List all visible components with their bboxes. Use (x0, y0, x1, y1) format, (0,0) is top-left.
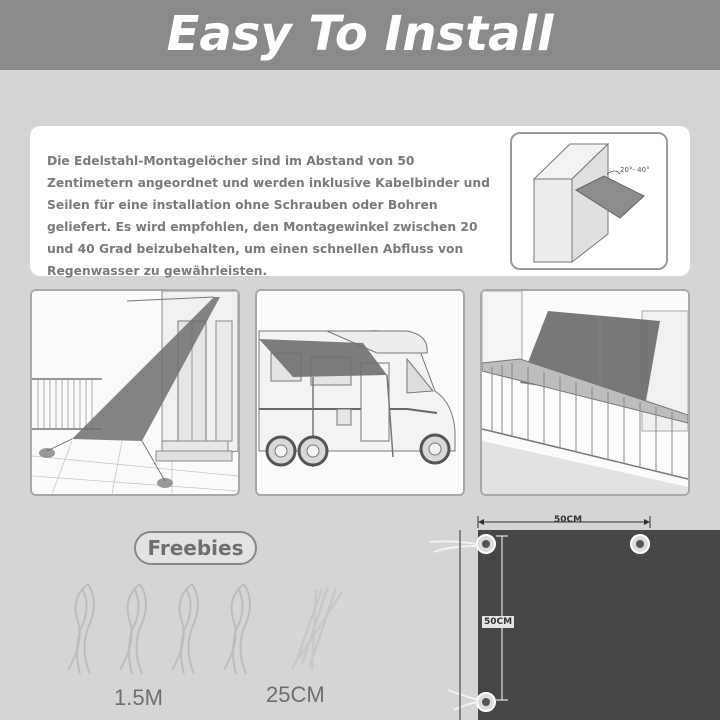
balcony-shade-illustration (482, 291, 688, 494)
angle-label: 20°- 40° (620, 166, 650, 174)
freebies-label: Freebies (134, 531, 257, 565)
scene-motorhome (255, 289, 465, 496)
info-text: Die Edelstahl-Montagelöcher sind im Abstand von 50 Zentimetern angeordnet und werden inklusive Kabelbinder und Seilen für eine installation ohne Schrauben oder Bohren geliefert. Es wird empfohlen, den Montagewinkel zwischen 20 und 40 Grad beizubehalten, um einen schnellen Abfluss von Regenwasser zu gewährleisten. (47, 154, 490, 278)
title-banner (0, 0, 720, 70)
width-dimension-label: 50CM (554, 515, 583, 525)
height-dimension-label: 50CM (484, 617, 513, 627)
scene-house-wall (30, 289, 240, 496)
fabric-dimension-overlay (420, 500, 720, 720)
tie-caption: 25CM (266, 682, 325, 707)
info-panel (30, 126, 690, 276)
banner-title: Easy To Install (166, 6, 554, 62)
wall-shade-illustration (512, 134, 666, 268)
angle-diagram (510, 132, 668, 270)
rope-bundles-icon (60, 578, 270, 682)
motorhome-awning-illustration (257, 291, 463, 494)
rope-caption: 1.5M (114, 685, 163, 710)
scene-balcony (480, 289, 690, 496)
cable-ties-icon (282, 584, 352, 672)
house-shade-illustration (32, 291, 238, 494)
